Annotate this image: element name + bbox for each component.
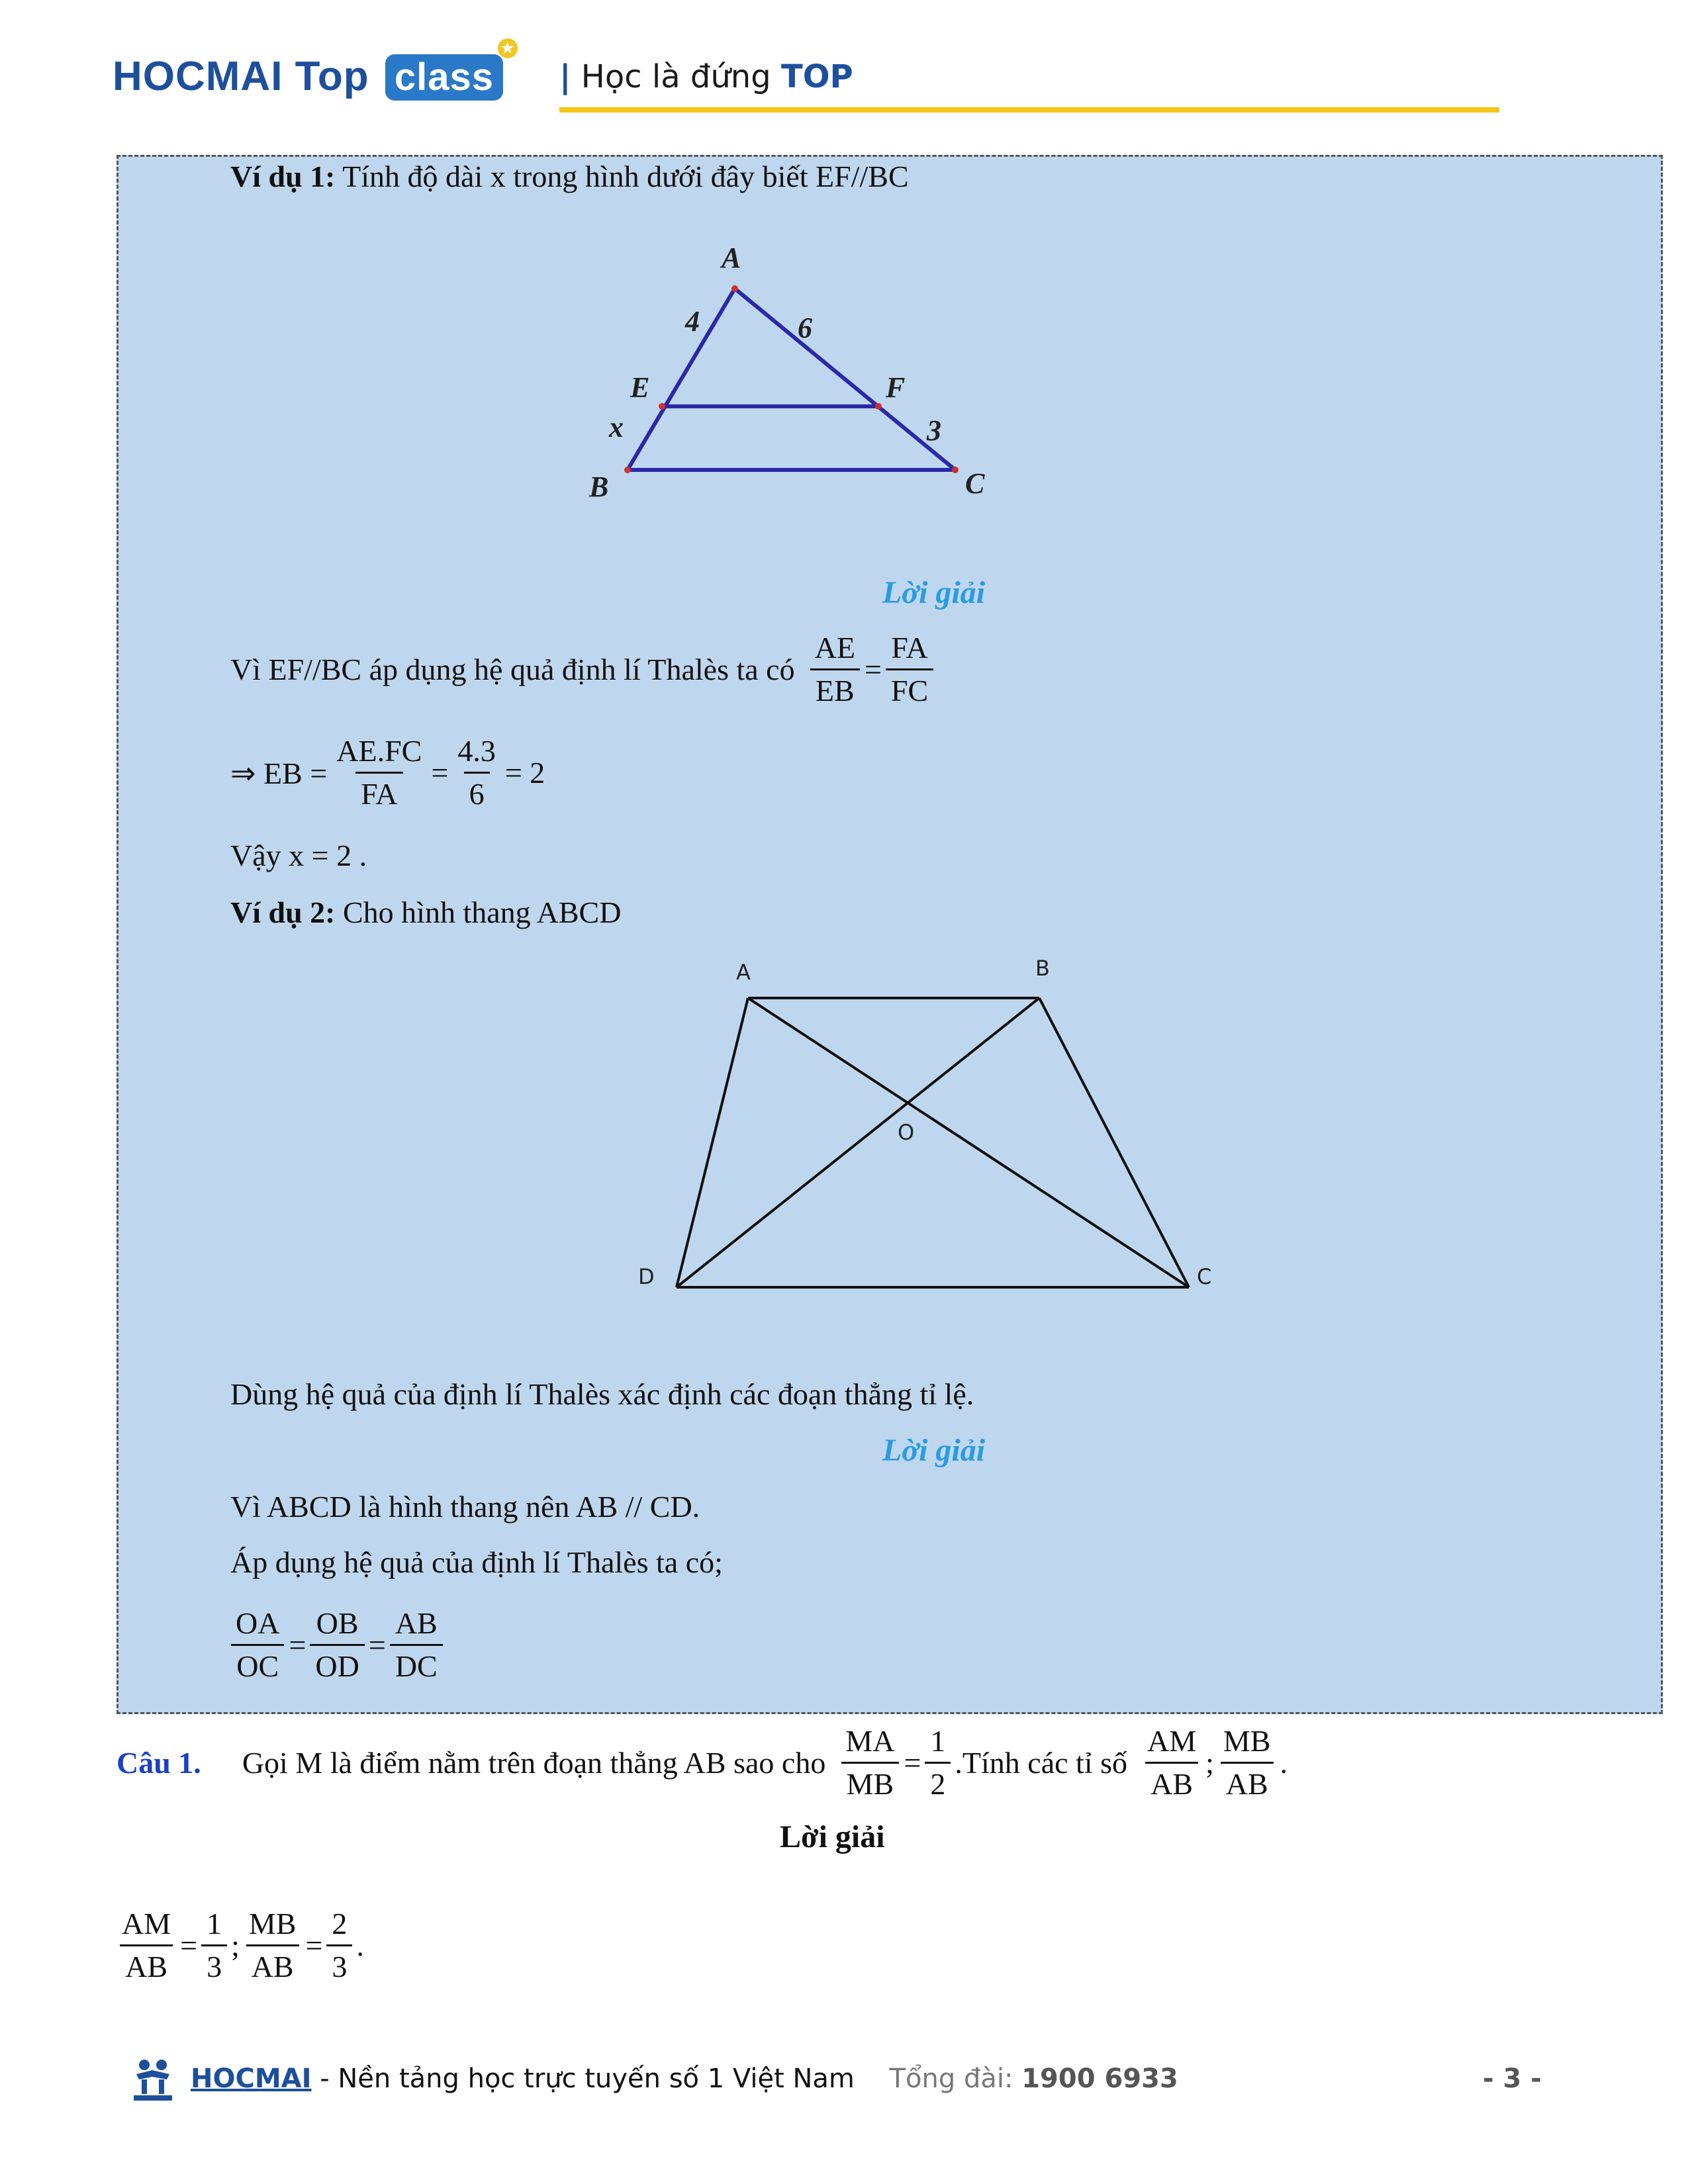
- label-b: B: [1035, 956, 1050, 981]
- fraction-ma-mb: [840, 1721, 900, 1805]
- example2-task: Dùng hệ quả của định lí Thalès xác định các đoạn thẳng tỉ lệ.: [230, 1377, 974, 1411]
- frac-den: 2: [925, 1762, 951, 1805]
- frac-num: OA: [236, 1606, 280, 1640]
- fraction-aefc-fa: [331, 731, 427, 815]
- slogan-text: Học là đứng: [581, 58, 771, 95]
- frac-den: AB: [120, 1944, 173, 1987]
- separator: ;: [1205, 1746, 1214, 1780]
- eb-result: = 2: [504, 756, 545, 790]
- frac-num: AB: [395, 1606, 438, 1640]
- slogan-top: TOP: [780, 58, 853, 95]
- side-ac: [735, 289, 955, 470]
- example1-solution-title: Lời giải: [882, 575, 986, 610]
- example2-solution-title: Lời giải: [882, 1433, 986, 1468]
- eb-prefix: ⇒ EB =: [230, 756, 328, 790]
- page-number-text: - 3 -: [1483, 2064, 1542, 2094]
- fraction-fa-fc: [886, 627, 933, 711]
- label-c: C: [965, 467, 985, 500]
- example2-title: Ví dụ 2:: [230, 895, 336, 929]
- equals-sign: =: [368, 1628, 386, 1662]
- example1-conclusion: Vậy x = 2 .: [230, 839, 367, 872]
- frac-num: 1: [207, 1907, 222, 1940]
- label-c: C: [1197, 1264, 1212, 1289]
- fraction-1-2: [925, 1721, 951, 1805]
- frac-num: OB: [316, 1606, 359, 1640]
- frac-den: 6: [464, 772, 490, 815]
- equals-sign: =: [864, 653, 882, 686]
- question1-text-after: .Tính các tỉ số: [955, 1746, 1127, 1780]
- question1-label: Câu 1.: [117, 1746, 201, 1780]
- frac-num: AE: [814, 631, 855, 664]
- frac-den: AB: [246, 1944, 299, 1987]
- frac-num: 4.3: [457, 734, 496, 768]
- example1-line2: [230, 731, 545, 815]
- trapezoid-figure: [622, 953, 1231, 1310]
- label-f: F: [886, 371, 906, 404]
- label-b: B: [589, 471, 609, 503]
- example2-line2: Áp dụng hệ quả của định lí Thalès ta có;: [230, 1545, 723, 1579]
- label-fc: 3: [927, 414, 941, 447]
- equals-sign: =: [180, 1929, 198, 1962]
- frac-num: AM: [1147, 1724, 1197, 1758]
- diagonal-ac: [748, 998, 1189, 1287]
- example2-heading: [230, 895, 621, 930]
- slogan-bar: |: [559, 58, 571, 95]
- label-x: x: [609, 411, 624, 443]
- logo-class-text: class: [394, 56, 494, 99]
- period: .: [356, 1929, 364, 1962]
- frac-num: MB: [1223, 1724, 1271, 1758]
- example1-heading: [230, 159, 909, 194]
- fraction-am-ab: [1142, 1721, 1201, 1805]
- frac-num: 2: [332, 1907, 348, 1940]
- frac-den: AB: [1221, 1762, 1274, 1805]
- period: .: [1280, 1746, 1288, 1780]
- answer-fraction-1-3: [201, 1903, 227, 1987]
- equals-sign: =: [904, 1746, 921, 1780]
- frac-num: MA: [845, 1724, 895, 1758]
- frac-den: 3: [326, 1944, 352, 1987]
- point-e: [659, 403, 665, 410]
- answer-fraction-am-ab: [117, 1903, 176, 1987]
- fraction-oa-oc: [230, 1603, 285, 1687]
- fraction-ob-od: [310, 1603, 364, 1687]
- point-a: [731, 285, 738, 292]
- side-da: [677, 998, 748, 1287]
- fraction-43-6: [452, 731, 501, 815]
- label-a: A: [736, 960, 751, 985]
- example2-line1: Vì ABCD là hình thang nên AB // CD.: [230, 1490, 700, 1524]
- footer-hotline: 1900 6933: [1021, 2064, 1178, 2094]
- label-d: D: [638, 1264, 655, 1289]
- footer-hotline-label: Tổng đài:: [889, 2064, 1013, 2094]
- point-c: [952, 467, 959, 473]
- frac-num: 1: [930, 1724, 946, 1758]
- question1-solution-title: Lời giải: [780, 1819, 885, 1854]
- logo-class-pill: [385, 40, 515, 101]
- frac-den: DC: [390, 1644, 443, 1687]
- question1-answer: [117, 1903, 364, 1987]
- fraction-ae-eb: [810, 627, 861, 711]
- example1-title: Ví dụ 1:: [230, 159, 336, 193]
- frac-num: FA: [891, 631, 928, 664]
- separator: ;: [231, 1929, 240, 1962]
- frac-den: AB: [1145, 1762, 1198, 1805]
- side-bc: [1039, 998, 1189, 1287]
- example2-prompt: Cho hình thang ABCD: [342, 895, 622, 929]
- point-b: [624, 467, 631, 473]
- answer-fraction-mb-ab: [244, 1903, 302, 1987]
- star-icon: ★: [498, 38, 518, 58]
- hocmai-footer-logo-icon: [130, 2057, 176, 2103]
- frac-den: EB: [810, 668, 860, 711]
- point-f: [875, 403, 882, 410]
- frac-den: FA: [355, 772, 402, 815]
- diagonal-bd: [677, 998, 1039, 1287]
- equals-sign: =: [305, 1929, 323, 1962]
- equals-sign: =: [289, 1628, 306, 1662]
- fraction-mb-ab: [1218, 1721, 1276, 1805]
- label-ae: 4: [685, 305, 700, 338]
- label-e: E: [630, 371, 650, 404]
- footer-brand-link[interactable]: HOCMAI: [191, 2064, 312, 2094]
- frac-num: AM: [122, 1907, 171, 1940]
- question1-line: [117, 1721, 1288, 1805]
- page-number: [1483, 2064, 1542, 2094]
- hocmai-logo: [113, 40, 515, 101]
- frac-den: MB: [841, 1762, 900, 1805]
- example1-line1: [230, 627, 937, 711]
- example2-proportion: [230, 1603, 447, 1687]
- example1-line1-text: Vì EF//BC áp dụng hệ quả định lí Thalès ta có: [230, 653, 795, 686]
- frac-num: MB: [248, 1907, 297, 1940]
- label-o: O: [898, 1120, 915, 1145]
- frac-den: 3: [201, 1944, 227, 1987]
- answer-fraction-2-3: [326, 1903, 352, 1987]
- slogan: [559, 58, 853, 95]
- footer-tagline: - Nền tảng học trực tuyến số 1 Việt Nam: [311, 2064, 855, 2094]
- frac-den: OC: [231, 1644, 284, 1687]
- example1-prompt: Tính độ dài x trong hình dưới đây biết EF//BC: [342, 159, 909, 193]
- triangle-figure: [569, 238, 1033, 516]
- label-af: 6: [798, 312, 812, 344]
- label-a: A: [722, 242, 741, 274]
- frac-den: OD: [310, 1644, 364, 1687]
- fraction-ab-dc: [390, 1603, 443, 1687]
- footer: [191, 2064, 1178, 2094]
- question1-text: Gọi M là điểm nằm trên đoạn thẳng AB sao cho: [242, 1746, 826, 1780]
- frac-num: AE.FC: [336, 734, 422, 768]
- frac-den: FC: [886, 668, 933, 711]
- equals-sign: =: [431, 756, 449, 790]
- header-divider: [559, 107, 1499, 113]
- logo-main-text: HOCMAI Top: [113, 54, 369, 99]
